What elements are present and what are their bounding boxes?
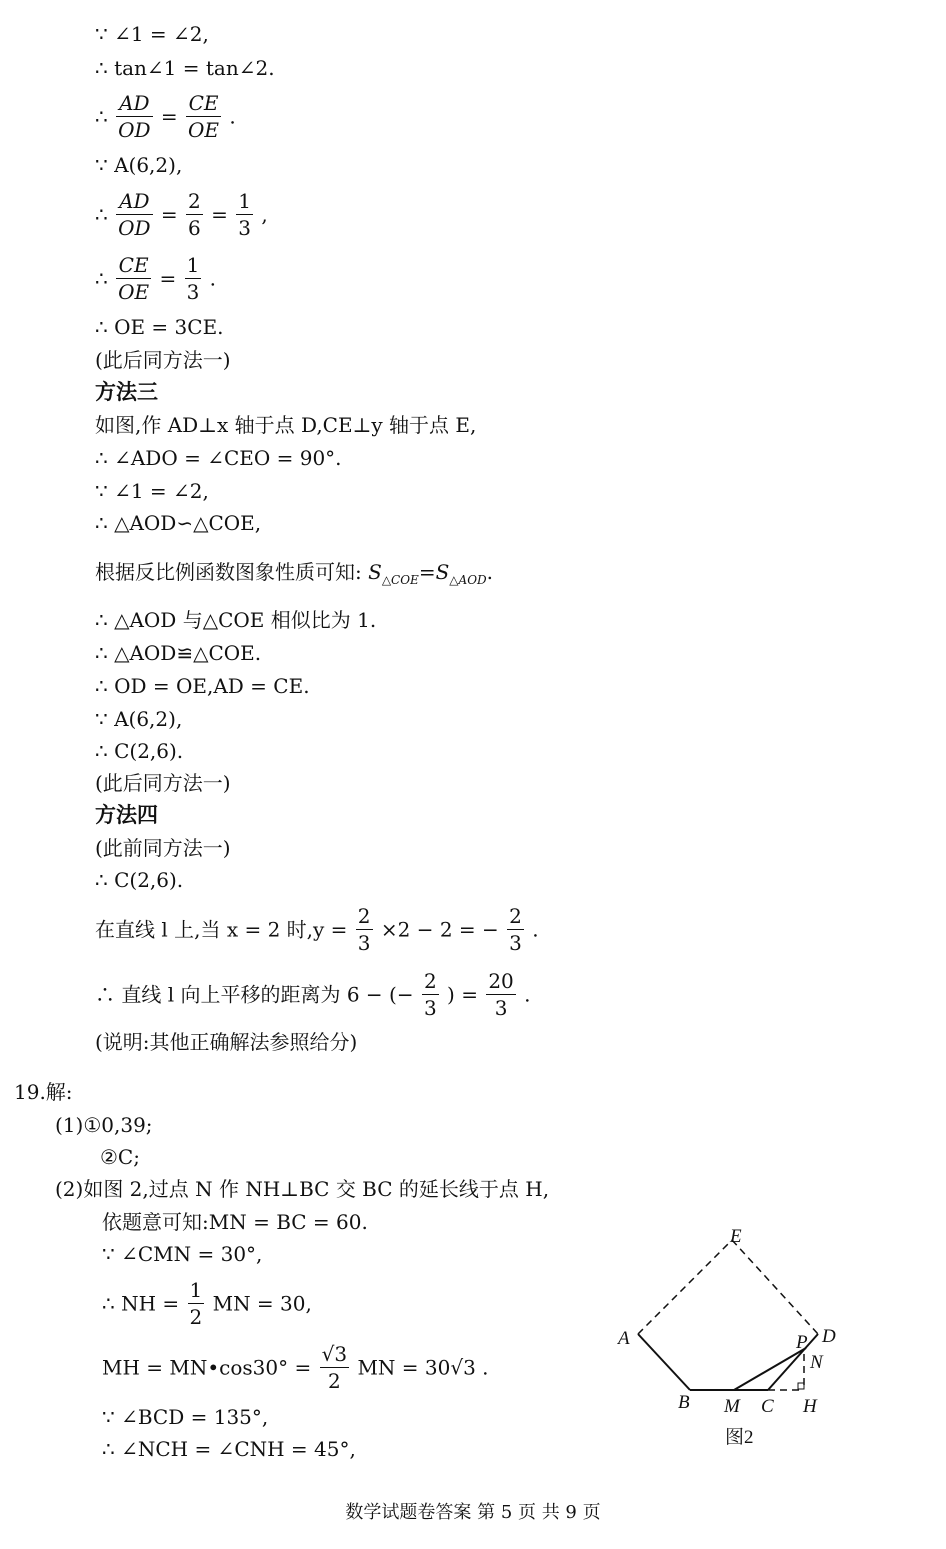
segment-ab: [638, 1334, 690, 1390]
line-ratio-ce-oe: ∴ $\frac{CE}{OE}$ = $\frac{1}{3}$ .: [95, 253, 217, 304]
page-footer: 数学试题卷答案 第 5 页 共 9 页: [345, 1502, 601, 1523]
heading-method-4: 方法四: [95, 802, 158, 827]
q19-part2: (2)如图 2,过点 N 作 NH⊥BC 交 BC 的延长线于点 H,: [55, 1177, 550, 1201]
line-same-as-method1: (此后同方法一): [95, 348, 231, 372]
segment-ae-dashed: [638, 1240, 732, 1334]
line-shift-distance: ∴ 直线 l 向上平移的距离为 6 − (− $\frac{2}{3}$ ) = $\frac{20}{3}$ .: [95, 969, 531, 1020]
line-point-c: ∴ C(2,6).: [95, 739, 184, 763]
line-ratio-one: ∴ △AOD 与△COE 相似比为 1.: [95, 608, 377, 632]
label-a: A: [618, 1328, 630, 1349]
segment-ed-dashed: [732, 1240, 818, 1334]
line-area-property: 根据反比例函数图象性质可知: $S_{\triangle COE}=S_{\triangle AOD}$.: [95, 560, 494, 587]
q19-part1b: ②C;: [100, 1145, 140, 1169]
figure-2: [610, 1220, 850, 1455]
label-d: D: [822, 1326, 836, 1347]
label-n: N: [810, 1352, 823, 1373]
label-e: E: [730, 1226, 742, 1247]
line-point-a-2: ∵ A(6,2),: [95, 707, 183, 731]
q19-mn-bc: 依题意可知:MN = BC = 60.: [102, 1210, 368, 1234]
question-19-title: 19.解:: [14, 1080, 73, 1104]
line-given-angles: ∵ ∠1 = ∠2,: [95, 22, 209, 46]
segment-mn: [734, 1348, 806, 1390]
line-point-a: ∵ A(6,2),: [95, 153, 183, 177]
q19-mh: MH = MN•cos30° = $\frac{√3}{2}$ MN = 30√3 .: [102, 1342, 489, 1393]
line-tan-equal: ∴ tan∠1 = tan∠2.: [95, 56, 275, 80]
label-h: H: [803, 1396, 817, 1417]
q19-nh: ∴ NH = $\frac{1}{2}$ MN = 30,: [102, 1278, 312, 1329]
line-y-value: 在直线 l 上,当 x = 2 时,y = $\frac{2}{3}$ ×2 − 2 = − $\frac{2}{3}$ .: [95, 904, 539, 955]
q19-angle-bcd: ∵ ∠BCD = 135°,: [102, 1405, 269, 1429]
label-b: B: [678, 1392, 690, 1413]
label-p: P: [796, 1332, 808, 1353]
line-given-angles-2: ∵ ∠1 = ∠2,: [95, 479, 209, 503]
line-construction: 如图,作 AD⊥x 轴于点 D,CE⊥y 轴于点 E,: [95, 413, 477, 437]
q19-angle-cmn: ∵ ∠CMN = 30°,: [102, 1242, 263, 1266]
q19-angle-nch: ∴ ∠NCH = ∠CNH = 45°,: [102, 1437, 356, 1461]
label-c: C: [761, 1396, 774, 1417]
line-right-angles: ∴ ∠ADO = ∠CEO = 90°.: [95, 446, 342, 470]
line-same-as-method1-2: (此后同方法一): [95, 771, 231, 795]
figure-caption: 图2: [725, 1427, 754, 1448]
right-angle-mark: [798, 1383, 804, 1389]
line-before-same: (此前同方法一): [95, 836, 231, 860]
line-equal-sides: ∴ OD = OE,AD = CE.: [95, 674, 310, 698]
line-ratio-ad-od: ∴ $\frac{AD}{OD}$ = $\frac{CE}{OE}$ .: [95, 91, 236, 142]
line-note: (说明:其他正确解法参照给分): [95, 1030, 358, 1054]
line-congruent: ∴ △AOD≌△COE.: [95, 641, 262, 665]
line-oe-3ce: ∴ OE = 3CE.: [95, 315, 224, 339]
label-m: M: [724, 1396, 740, 1417]
line-point-c-2: ∴ C(2,6).: [95, 868, 184, 892]
q19-part1: (1)①0,39;: [55, 1113, 153, 1137]
heading-method-3: 方法三: [95, 379, 158, 404]
line-ratio-values: ∴ $\frac{AD}{OD}$ = $\frac{2}{6}$ = $\frac{1}{3}$ ,: [95, 189, 268, 240]
line-similar-triangles: ∴ △AOD∽△COE,: [95, 511, 262, 535]
